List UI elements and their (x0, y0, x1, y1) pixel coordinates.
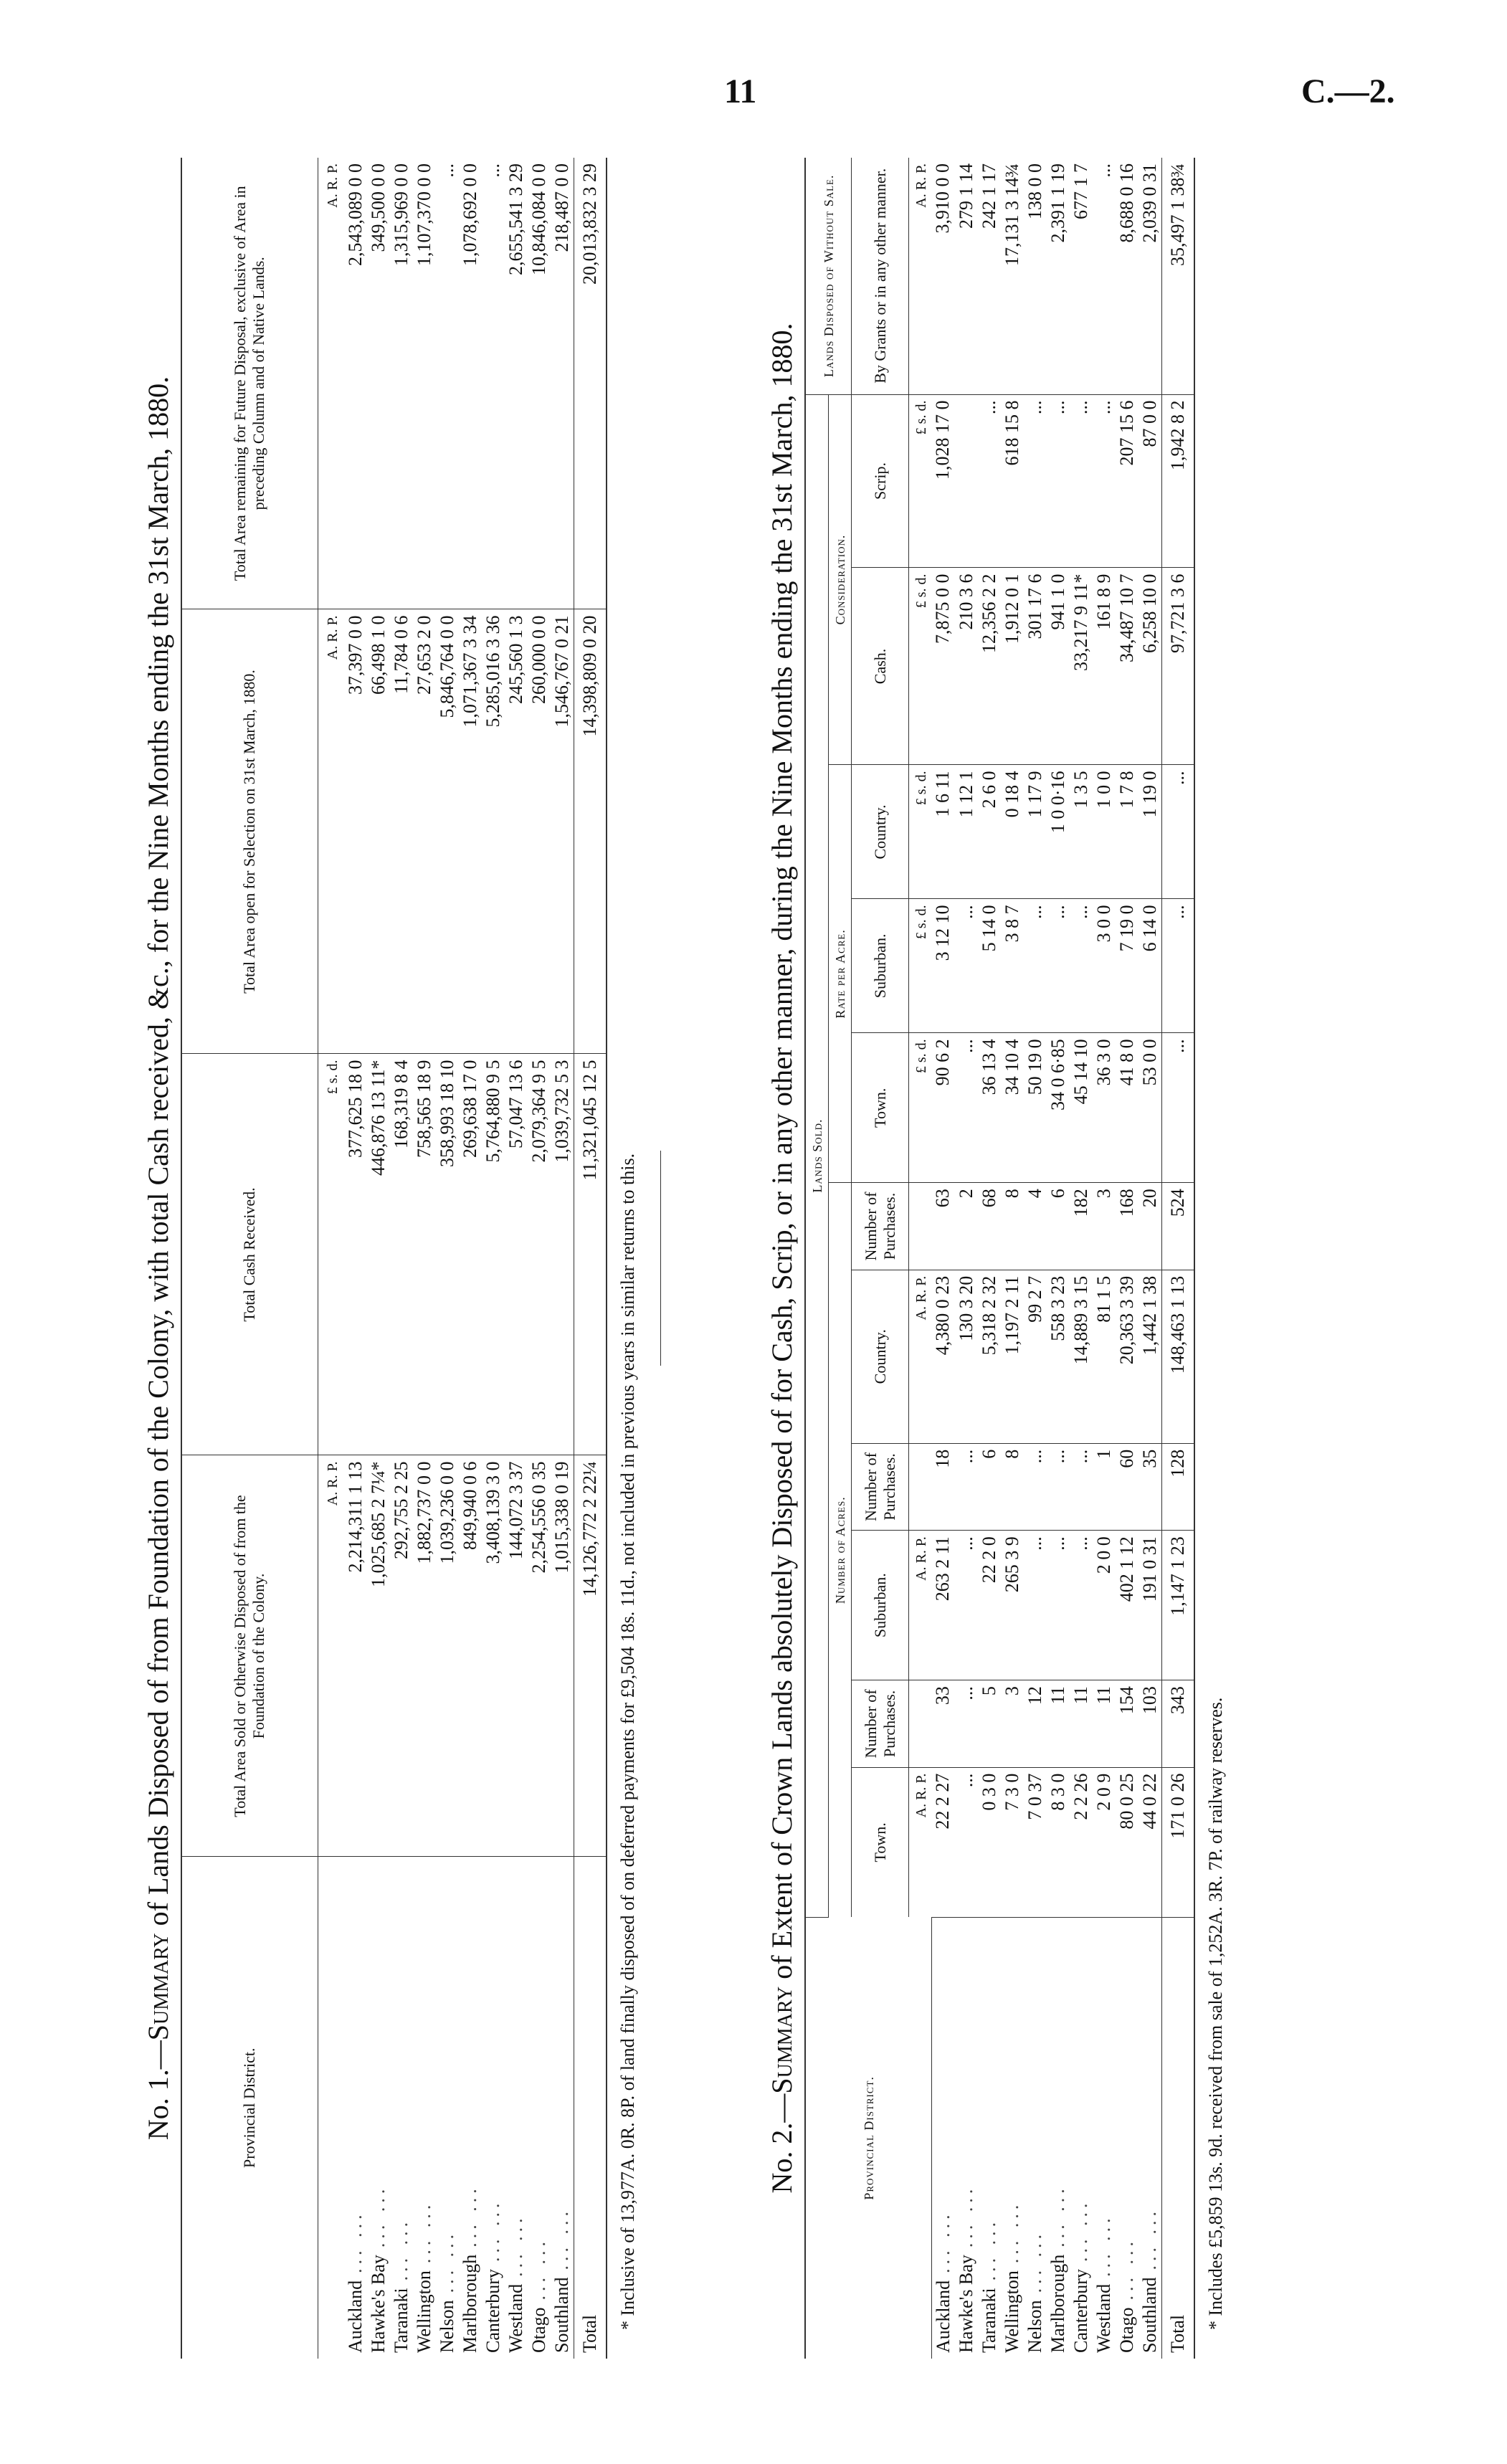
cell-cash: 6,258 10 0 (1138, 568, 1162, 765)
cell-cash: 941 1 0 (1047, 568, 1070, 765)
cell-rate-town: 90 6 2 (931, 1033, 955, 1183)
cell-area-remaining: 20,013,832 3 29 (574, 158, 607, 609)
header-rate-country: Country. (852, 765, 909, 899)
cell-country-acres: 99 2 7 (1024, 1270, 1047, 1443)
cell-total-area-sold: 292,755 2 25 (390, 1455, 413, 1857)
cell-suburban-acres: 1,147 1 23 (1161, 1531, 1194, 1680)
cell-rate-country: 1 3 5 (1070, 765, 1093, 899)
cell-town-purchases: 11 (1047, 1680, 1070, 1768)
district-name: Wellington... ... (1001, 2200, 1022, 2353)
cell-suburban-purchases: ... (955, 1443, 978, 1531)
cell-area-open: 27,653 2 0 (413, 609, 436, 1054)
table-row (1001, 158, 1024, 2359)
summary-table-2 (760, 158, 1434, 2359)
district-name: Canterbury... ... (1070, 2199, 1091, 2353)
header-provincial-district: Provincial District. (805, 1917, 931, 2359)
cell-town-acres: 7 0 37 (1024, 1767, 1047, 1917)
table-1-title: No. 1.—Summary of Lands Disposed of from Foundation of the Colony, with total Cash received, &c., for the Nine Months ending the 31st March, 1880. (142, 376, 174, 2141)
cell-rate-country: 1 7 8 (1116, 765, 1138, 899)
cell-rate-town: 34 10 4 (1001, 1033, 1024, 1183)
leader-dots: ... ... (1070, 2199, 1091, 2263)
cell-suburban-acres: ... (955, 1531, 978, 1680)
cell-country-acres: 1,197 2 11 (1001, 1270, 1024, 1443)
cell-grants: 3,910 0 0 (931, 158, 955, 394)
leader-dots: ... ... (528, 2237, 549, 2301)
cell-scrip: 1,942 8 2 (1161, 394, 1194, 568)
table-row (528, 158, 551, 2359)
table-row (505, 158, 528, 2359)
cell-country-acres: 130 3 20 (955, 1270, 978, 1443)
header-town: Town. (852, 1767, 909, 1917)
total-label: Total (1161, 1917, 1194, 2359)
cell-town-acres: 8 3 0 (1047, 1767, 1070, 1917)
cell-grants: ... (1093, 158, 1116, 394)
cell-rate-suburban: 3 8 7 (1001, 899, 1024, 1033)
summary-table-1 (136, 158, 717, 2359)
cell-suburban-purchases: ... (1070, 1443, 1093, 1531)
cell-rate-town: 50 19 0 (1024, 1033, 1047, 1183)
header-town-purchases: Number of Purchases. (852, 1680, 909, 1768)
table-row (978, 158, 1001, 2359)
cell-total-cash: 57,047 13 6 (505, 1054, 528, 1455)
header-provincial-district: Provincial District. (181, 1857, 318, 2359)
district-name: Hawke's Bay... ... (367, 2184, 389, 2353)
cell-country-purchases: 20 (1138, 1183, 1162, 1270)
header-suburban: Suburban. (852, 1531, 909, 1680)
cell-total-cash: 2,079,364 9 5 (528, 1054, 551, 1455)
cell-scrip: ... (1093, 394, 1116, 568)
cell-rate-country: 1 17 9 (1024, 765, 1047, 899)
cell-town-purchases: 12 (1024, 1680, 1047, 1768)
cell-scrip: 618 15 8 (1001, 394, 1024, 568)
cell-area-remaining: 349,500 0 0 (367, 158, 390, 609)
cell-scrip: 87 0 0 (1138, 394, 1162, 568)
district-name: Westland... ... (1093, 2214, 1114, 2353)
cell-area-remaining: 10,846,084 0 0 (528, 158, 551, 609)
cell-rate-suburban: 7 19 0 (1116, 899, 1138, 1033)
district-name: Otago... ... (528, 2237, 549, 2353)
leader-dots: ... ... (955, 2184, 976, 2248)
header-area-open: Total Area open for Selection on 31st March, 1880. (181, 609, 318, 1054)
section-divider (660, 1151, 661, 1366)
cell-area-open: 66,498 1 0 (367, 609, 390, 1054)
cell-suburban-acres: ... (1070, 1531, 1093, 1680)
leader-dots: ... ... (932, 2210, 954, 2273)
cell-rate-suburban: 5 14 0 (978, 899, 1001, 1033)
table-row (459, 158, 482, 2359)
district-name: Nelson... ... (436, 2230, 457, 2353)
cell-suburban-purchases: 128 (1161, 1443, 1194, 1531)
cell-total-area-sold: 1,882,737 0 0 (413, 1455, 436, 1857)
leader-dots: ... ... (367, 2184, 389, 2248)
cell-town-acres: 7 3 0 (1001, 1767, 1024, 1917)
cell-rate-country: 1 6 11 (931, 765, 955, 899)
cell-country-purchases: 2 (955, 1183, 978, 1270)
leader-dots: ... ... (1138, 2207, 1160, 2270)
table-1-grid (181, 158, 607, 2359)
header-without-sale: Lands Disposed of Without Sale. (805, 158, 852, 394)
cell-country-acres: 5,318 2 32 (978, 1270, 1001, 1443)
cell-rate-town: ... (955, 1033, 978, 1183)
cell-country-acres: 558 3 23 (1047, 1270, 1070, 1443)
cell-total-area-sold: 3,408,139 3 0 (482, 1455, 505, 1857)
leader-dots: ... ... (459, 2184, 480, 2247)
cell-town-purchases: 11 (1070, 1680, 1093, 1768)
cell-town-purchases: 103 (1138, 1680, 1162, 1768)
district-name: Auckland... ... (344, 2210, 366, 2353)
cell-total-area-sold: 2,254,556 0 35 (528, 1455, 551, 1857)
cell-rate-town: 45 14 10 (1070, 1033, 1093, 1183)
cell-town-purchases: 11 (1093, 1680, 1116, 1768)
cell-suburban-acres: 191 0 31 (1138, 1531, 1162, 1680)
cell-grants: 8,688 0 16 (1116, 158, 1138, 394)
cell-cash: 161 8 9 (1093, 568, 1116, 765)
cell-cash: 301 17 6 (1024, 568, 1047, 765)
table-row (390, 158, 413, 2359)
cell-grants: 2,039 0 31 (1138, 158, 1162, 394)
cell-country-purchases: 3 (1093, 1183, 1116, 1270)
cell-town-purchases: 154 (1116, 1680, 1138, 1768)
cell-scrip: ... (1070, 394, 1093, 568)
header-country-purchases: Number of Purchases. (852, 1183, 909, 1270)
header-cash: Cash. (852, 568, 909, 765)
cell-grants: 242 1 17 (978, 158, 1001, 394)
header-rate-town: Town. (852, 1033, 909, 1183)
cell-country-purchases: 6 (1047, 1183, 1070, 1270)
cell-cash: 210 3 6 (955, 568, 978, 765)
cell-country-purchases: 63 (931, 1183, 955, 1270)
cell-town-purchases: ... (955, 1680, 978, 1768)
cell-rate-suburban: ... (1161, 899, 1194, 1033)
cell-cash: 97,721 3 6 (1161, 568, 1194, 765)
table-row (931, 158, 955, 2359)
cell-area-remaining: 1,078,692 0 0 (459, 158, 482, 609)
district-name: Otago... ... (1116, 2237, 1137, 2353)
total-row (574, 158, 607, 2359)
table-2-footnote: * Includes £5,859 13s. 9d. received from sale of 1,252A. 3R. 7P. of railway reserves. (1204, 1697, 1226, 2330)
cell-town-purchases: 5 (978, 1680, 1001, 1768)
cell-town-acres: ... (955, 1767, 978, 1917)
cell-town-acres: 22 2 27 (931, 1767, 955, 1917)
cell-suburban-acres: ... (1047, 1531, 1070, 1680)
cell-suburban-purchases: 1 (1093, 1443, 1116, 1531)
cell-rate-country: 1 0 0 (1093, 765, 1116, 899)
cell-total-cash: 446,876 13 11* (367, 1054, 390, 1455)
cell-area-open: 245,560 1 3 (505, 609, 528, 1054)
cell-suburban-acres: 265 3 9 (1001, 1531, 1024, 1680)
cell-country-acres: 20,363 3 39 (1116, 1270, 1138, 1443)
cell-country-acres: 14,889 3 15 (1070, 1270, 1093, 1443)
leader-dots: ... ... (1001, 2200, 1022, 2264)
cell-rate-town: 34 0 6·85 (1047, 1033, 1070, 1183)
district-name: Wellington... ... (413, 2200, 434, 2353)
district-name: Auckland... ... (932, 2210, 954, 2353)
cell-country-purchases: 524 (1161, 1183, 1194, 1270)
units-row: A. R. P. £ s. d. A. R. P. A. R. P. (318, 158, 344, 2359)
leader-dots: ... ... (482, 2199, 503, 2263)
cell-total-area-sold: 144,072 3 37 (505, 1455, 528, 1857)
district-name: Marlborough... ... (1047, 2184, 1068, 2353)
leader-dots: ... ... (344, 2210, 366, 2273)
cell-area-open: 5,846,764 0 0 (436, 609, 459, 1054)
cell-country-purchases: 8 (1001, 1183, 1024, 1270)
cell-suburban-purchases: 18 (931, 1443, 955, 1531)
cell-scrip (955, 394, 978, 568)
cell-rate-town: 41 8 0 (1116, 1033, 1138, 1183)
cell-total-area-sold: 1,025,685 2 7¼* (367, 1455, 390, 1857)
cell-scrip: ... (978, 394, 1001, 568)
leader-dots: ... ... (1116, 2237, 1137, 2301)
cell-grants: 138 0 0 (1024, 158, 1047, 394)
header-grants: By Grants or in any other manner. (852, 158, 909, 394)
cell-scrip: 1,028 17 0 (931, 394, 955, 568)
leader-dots: ... ... (390, 2217, 412, 2281)
district-name: Taranaki... ... (978, 2217, 999, 2353)
header-suburban-purchases: Number of Purchases. (852, 1443, 909, 1531)
header-rate-per-acre: Rate per Acre. (829, 765, 852, 1183)
cell-cash: 1,912 0 1 (1001, 568, 1024, 765)
table-row (482, 158, 505, 2359)
cell-scrip: ... (1024, 394, 1047, 568)
cell-total-cash: 269,638 17 0 (459, 1054, 482, 1455)
cell-suburban-purchases: 60 (1116, 1443, 1138, 1531)
cell-country-acres: 148,463 1 13 (1161, 1270, 1194, 1443)
cell-suburban-purchases: ... (1024, 1443, 1047, 1531)
table-2-title: No. 2.—Summary of Extent of Crown Lands absolutely Disposed of for Cash, Scrip, or in any other manner, during the Nine Months ending the 31st March, 1880. (766, 323, 798, 2194)
cell-cash: 34,487 10 7 (1116, 568, 1138, 765)
units-row: A. R. P. A. R. P. A. R. P. £ s. d. £ s. d. £ s. d. £ s. d. £ s. d. A. R. P. (909, 158, 932, 2359)
cell-rate-suburban: 3 0 0 (1093, 899, 1116, 1033)
cell-rate-suburban: ... (955, 899, 978, 1033)
total-row (1161, 158, 1194, 2359)
cell-suburban-purchases: 6 (978, 1443, 1001, 1531)
cell-rate-suburban: ... (1047, 899, 1070, 1033)
header-total-cash: Total Cash Received. (181, 1054, 318, 1455)
table-2-grid (804, 158, 1195, 2359)
cell-rate-country: 0 18 4 (1001, 765, 1024, 899)
leader-dots: ... ... (1047, 2184, 1068, 2247)
cell-scrip: 207 15 6 (1116, 394, 1138, 568)
cell-town-acres: 171 0 26 (1161, 1767, 1194, 1917)
cell-cash: 7,875 0 0 (931, 568, 955, 765)
cell-total-area-sold: 1,039,236 0 0 (436, 1455, 459, 1857)
cell-area-remaining: 2,543,089 0 0 (344, 158, 367, 609)
table-row (1047, 158, 1070, 2359)
district-name: Taranaki... ... (390, 2217, 412, 2353)
cell-rate-town: ... (1161, 1033, 1194, 1183)
cell-total-cash: 377,625 18 0 (344, 1054, 367, 1455)
table-row (1070, 158, 1093, 2359)
cell-suburban-purchases: 8 (1001, 1443, 1024, 1531)
document-reference: C.—2. (1301, 72, 1395, 110)
cell-rate-country: 1 12 1 (955, 765, 978, 899)
header-rate-suburban: Suburban. (852, 899, 909, 1033)
cell-area-remaining: 1,107,370 0 0 (413, 158, 436, 609)
table-row (1138, 158, 1162, 2359)
cell-country-purchases: 182 (1070, 1183, 1093, 1270)
leader-dots: ... ... (436, 2230, 457, 2293)
table-row (436, 158, 459, 2359)
district-name: Nelson... ... (1024, 2230, 1045, 2353)
cell-area-open: 1,071,367 3 34 (459, 609, 482, 1054)
leader-dots: ... ... (1093, 2214, 1114, 2277)
cell-suburban-purchases: 35 (1138, 1443, 1162, 1531)
district-name: Southland... ... (551, 2207, 572, 2353)
header-number-of-acres: Number of Acres. (829, 1183, 852, 1917)
cell-country-acres: 4,380 0 23 (931, 1270, 955, 1443)
cell-total-area-sold: 1,015,338 0 19 (551, 1455, 574, 1857)
leader-dots: ... ... (413, 2200, 434, 2264)
table-row (1093, 158, 1116, 2359)
cell-suburban-acres: 2 0 0 (1093, 1531, 1116, 1680)
table-row (1024, 158, 1047, 2359)
leader-dots: ... ... (978, 2217, 999, 2281)
cell-area-open: 5,285,016 3 36 (482, 609, 505, 1054)
table-row (413, 158, 436, 2359)
cell-town-purchases: 33 (931, 1680, 955, 1768)
page-number: 11 (724, 72, 757, 110)
header-country: Country. (852, 1270, 909, 1443)
cell-rate-country: 1 0 0·16 (1047, 765, 1070, 899)
cell-area-open: 37,397 0 0 (344, 609, 367, 1054)
table-row (551, 158, 574, 2359)
cell-suburban-acres: 22 2 0 (978, 1531, 1001, 1680)
cell-area-remaining: ... (482, 158, 505, 609)
cell-cash: 12,356 2 2 (978, 568, 1001, 765)
cell-rate-suburban: 3 12 10 (931, 899, 955, 1033)
header-total-area-sold: Total Area Sold or Otherwise Disposed of from the Foundation of the Colony. (181, 1455, 318, 1857)
cell-total-cash: 1,039,732 5 3 (551, 1054, 574, 1455)
cell-suburban-acres: 402 1 12 (1116, 1531, 1138, 1680)
cell-area-open: 14,398,809 0 20 (574, 609, 607, 1054)
cell-town-purchases: 3 (1001, 1680, 1024, 1768)
cell-total-cash: 11,321,045 12 5 (574, 1054, 607, 1455)
table-row (367, 158, 390, 2359)
cell-area-open: 260,000 0 0 (528, 609, 551, 1054)
cell-country-purchases: 68 (978, 1183, 1001, 1270)
cell-town-purchases: 343 (1161, 1680, 1194, 1768)
cell-area-remaining: 2,655,541 3 29 (505, 158, 528, 609)
cell-suburban-purchases: ... (1047, 1443, 1070, 1531)
cell-total-area-sold: 14,126,772 2 22¼ (574, 1455, 607, 1857)
page-header (0, 72, 1507, 122)
district-name: Westland... ... (505, 2214, 526, 2353)
cell-grants: 2,391 1 19 (1047, 158, 1070, 394)
leader-dots: ... ... (1024, 2230, 1045, 2293)
header-scrip: Scrip. (852, 394, 909, 568)
cell-suburban-acres: 263 2 11 (931, 1531, 955, 1680)
cell-total-area-sold: 2,214,311 1 13 (344, 1455, 367, 1857)
cell-country-purchases: 4 (1024, 1183, 1047, 1270)
cell-rate-country: 2 6 0 (978, 765, 1001, 899)
cell-total-cash: 168,319 8 4 (390, 1054, 413, 1455)
cell-area-remaining: 218,487 0 0 (551, 158, 574, 609)
cell-total-cash: 5,764,880 9 5 (482, 1054, 505, 1455)
header-area-remaining: Total Area remaining for Future Disposal, exclusive of Area in preceding Column and of Native Lands. (181, 158, 318, 609)
leader-dots: ... ... (551, 2207, 572, 2270)
cell-town-acres: 2 2 26 (1070, 1767, 1093, 1917)
cell-grants: 17,131 3 14¾ (1001, 158, 1024, 394)
table-1-footnote: * Inclusive of 13,977A. 0R. 8P. of land finally disposed of on deferred payments for £9,504 18s. 11d., not included in previous years in similar returns to this. (617, 1153, 638, 2330)
cell-grants: 35,497 1 38¾ (1161, 158, 1194, 394)
cell-rate-town: 36 3 0 (1093, 1033, 1116, 1183)
cell-country-acres: 1,442 1 38 (1138, 1270, 1162, 1443)
total-label: Total (574, 1857, 607, 2359)
header-consideration: Consideration. (829, 394, 852, 765)
cell-rate-country: 1 19 0 (1138, 765, 1162, 899)
cell-rate-town: 36 13 4 (978, 1033, 1001, 1183)
cell-total-cash: 758,565 18 9 (413, 1054, 436, 1455)
district-name: Canterbury... ... (482, 2199, 503, 2353)
cell-scrip: ... (1047, 394, 1070, 568)
header-lands-sold: Lands Sold. (805, 394, 829, 1917)
district-name: Hawke's Bay... ... (955, 2184, 976, 2353)
cell-town-acres: 44 0 22 (1138, 1767, 1162, 1917)
cell-rate-suburban: ... (1024, 899, 1047, 1033)
cell-cash: 33,217 9 11* (1070, 568, 1093, 765)
cell-grants: 677 1 7 (1070, 158, 1093, 394)
district-name: Marlborough... ... (459, 2184, 480, 2353)
cell-rate-country: ... (1161, 765, 1194, 899)
cell-rate-suburban: 6 14 0 (1138, 899, 1162, 1033)
cell-total-area-sold: 849,940 0 6 (459, 1455, 482, 1857)
leader-dots: ... ... (505, 2214, 526, 2277)
district-name: Southland... ... (1138, 2207, 1160, 2353)
cell-area-open: 11,784 0 6 (390, 609, 413, 1054)
cell-country-acres: 81 1 5 (1093, 1270, 1116, 1443)
table-row (1116, 158, 1138, 2359)
table-row (344, 158, 367, 2359)
cell-town-acres: 0 3 0 (978, 1767, 1001, 1917)
cell-suburban-acres: ... (1024, 1531, 1047, 1680)
cell-area-open: 1,546,767 0 21 (551, 609, 574, 1054)
cell-total-cash: 358,993 18 10 (436, 1054, 459, 1455)
cell-town-acres: 80 0 25 (1116, 1767, 1138, 1917)
cell-rate-suburban: ... (1070, 899, 1093, 1033)
cell-country-purchases: 168 (1116, 1183, 1138, 1270)
cell-area-remaining: ... (436, 158, 459, 609)
cell-town-acres: 2 0 9 (1093, 1767, 1116, 1917)
cell-area-remaining: 1,315,969 0 0 (390, 158, 413, 609)
cell-grants: 279 1 14 (955, 158, 978, 394)
table-row (955, 158, 978, 2359)
cell-rate-town: 53 0 0 (1138, 1033, 1162, 1183)
